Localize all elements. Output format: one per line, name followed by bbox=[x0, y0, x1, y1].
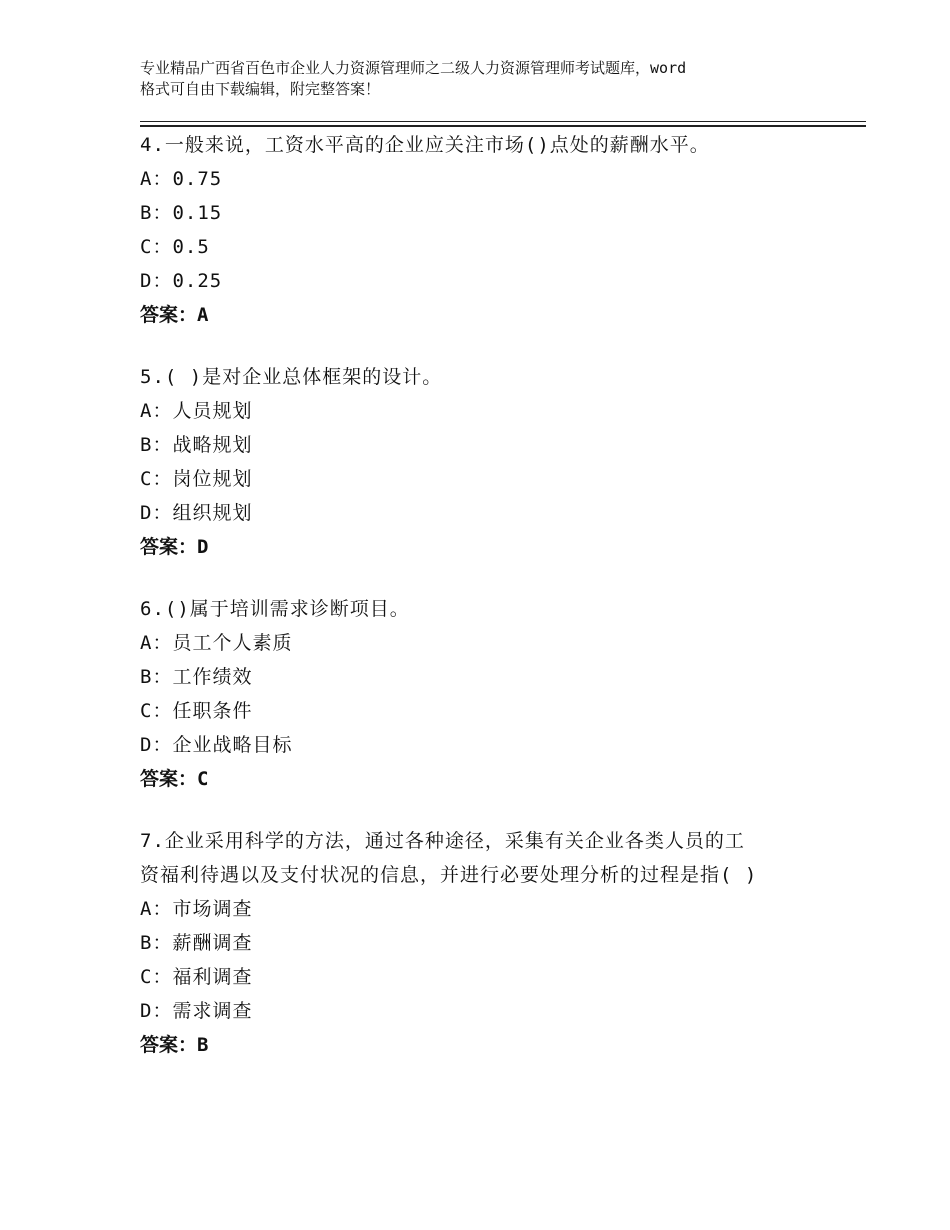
option-c: C：岗位规划 bbox=[140, 468, 253, 490]
option-a: A：人员规划 bbox=[140, 400, 253, 422]
header-line-2: 格式可自由下载编辑，附完整答案！ bbox=[140, 80, 381, 98]
question-5 bbox=[140, 360, 866, 564]
option-b: B：薪酬调查 bbox=[140, 932, 253, 954]
option-b: B：工作绩效 bbox=[140, 666, 253, 688]
question-stem: 4.一般来说，工资水平高的企业应关注市场()点处的薪酬水平。 bbox=[140, 134, 710, 156]
question-stem-line-2: 资福利待遇以及支付状况的信息，并进行必要处理分析的过程是指( ) bbox=[140, 864, 758, 886]
option-c: C：福利调查 bbox=[140, 966, 253, 988]
document-header bbox=[140, 58, 840, 100]
option-d: D：0.25 bbox=[140, 270, 223, 292]
option-c: C：0.5 bbox=[140, 236, 210, 258]
question-stem: 6.()属于培训需求诊断项目。 bbox=[140, 598, 410, 620]
question-stem: 5.( )是对企业总体框架的设计。 bbox=[140, 366, 443, 388]
question-list bbox=[140, 128, 866, 1090]
option-b: B：0.15 bbox=[140, 202, 223, 224]
header-divider-thick bbox=[140, 125, 866, 127]
option-c: C：任职条件 bbox=[140, 700, 253, 722]
option-d: D：企业战略目标 bbox=[140, 734, 293, 756]
question-6 bbox=[140, 592, 866, 796]
option-a: A：0.75 bbox=[140, 168, 223, 190]
answer: 答案：C bbox=[140, 768, 209, 790]
answer: 答案：A bbox=[140, 304, 209, 326]
question-4 bbox=[140, 128, 866, 332]
answer: 答案：B bbox=[140, 1034, 209, 1056]
option-a: A：员工个人素质 bbox=[140, 632, 293, 654]
option-d: D：组织规划 bbox=[140, 502, 253, 524]
answer: 答案：D bbox=[140, 536, 209, 558]
option-b: B：战略规划 bbox=[140, 434, 253, 456]
question-7 bbox=[140, 824, 866, 1062]
option-a: A：市场调查 bbox=[140, 898, 253, 920]
question-stem-line-1: 7.企业采用科学的方法，通过各种途径，采集有关企业各类人员的工 bbox=[140, 830, 745, 852]
header-divider-thin bbox=[140, 121, 866, 122]
option-d: D：需求调查 bbox=[140, 1000, 253, 1022]
header-line-1: 专业精品广西省百色市企业人力资源管理师之二级人力资源管理师考试题库，word bbox=[140, 59, 687, 77]
